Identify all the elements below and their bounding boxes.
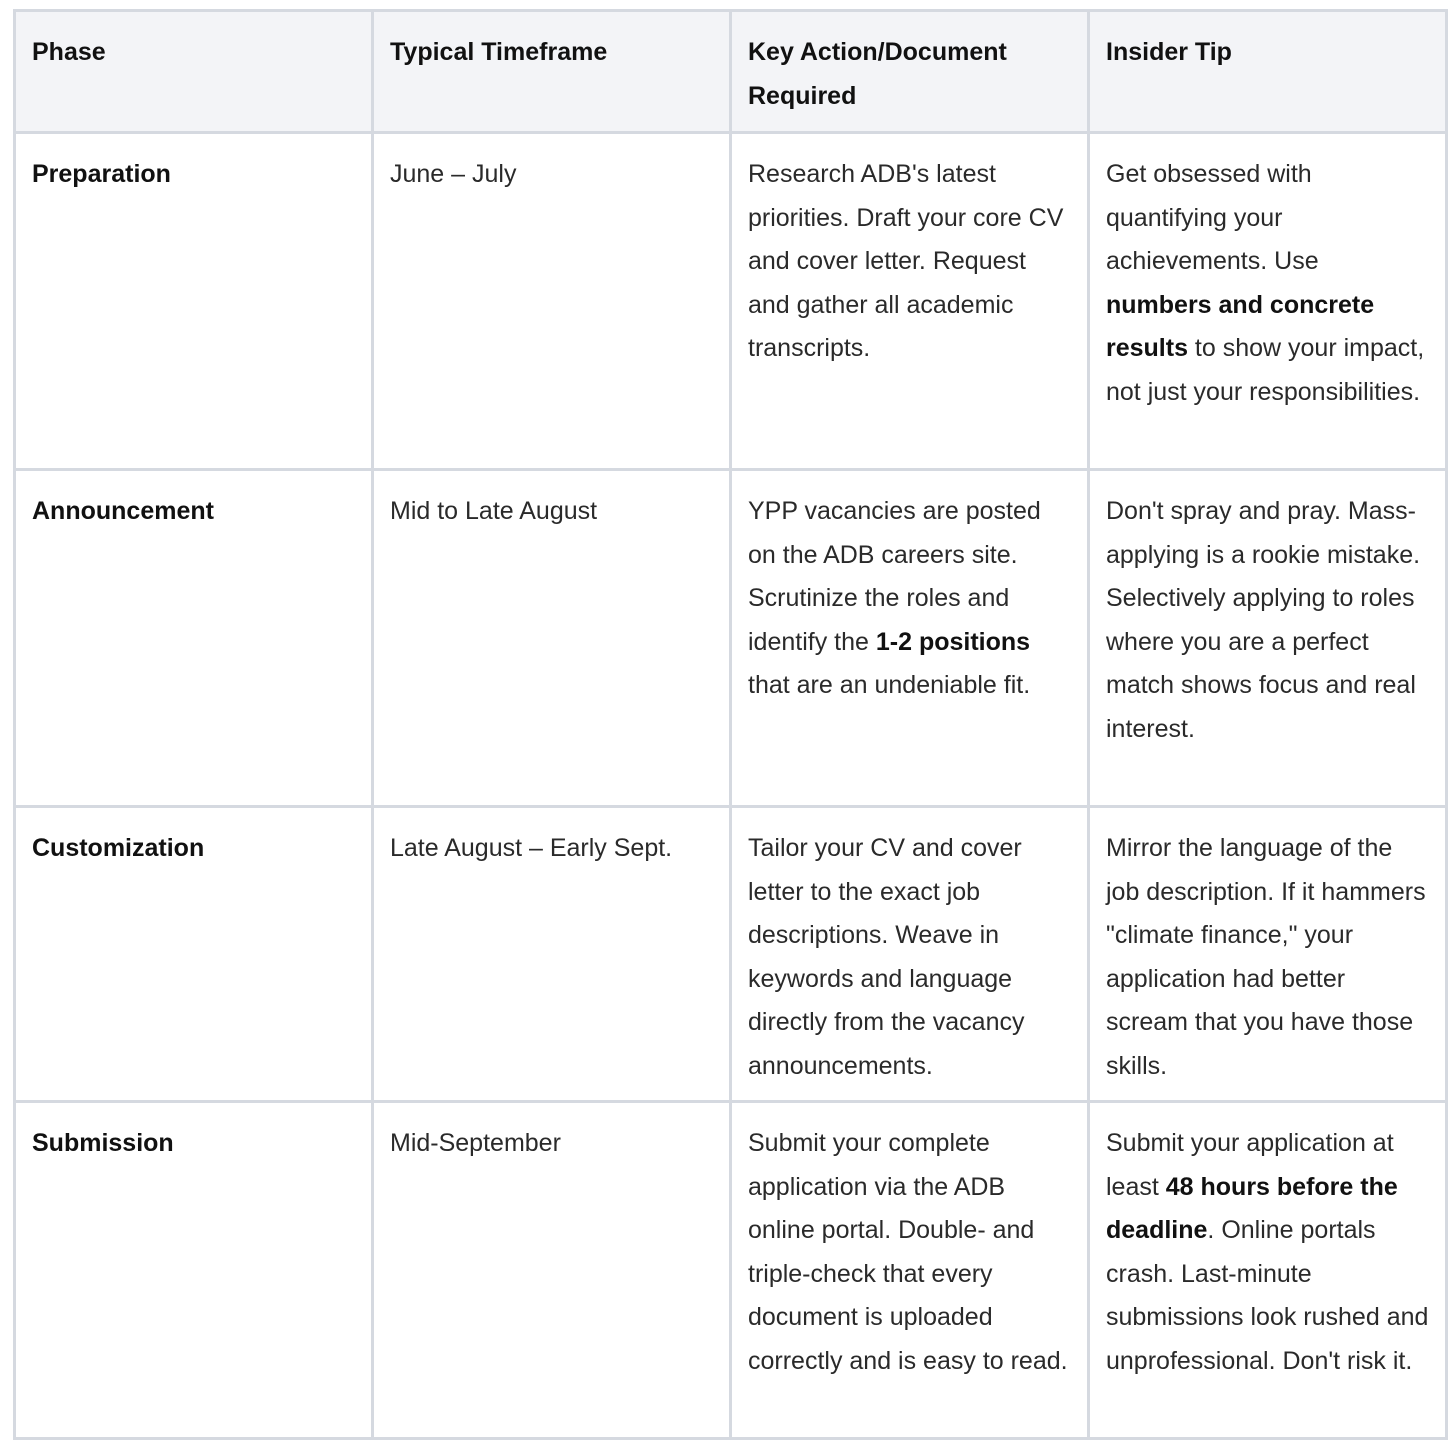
header-tip: Insider Tip bbox=[1089, 11, 1447, 133]
action-text: Tailor your CV and cover letter to the exact job descriptions. Weave in keywords and language directly from the vacancy announcements. bbox=[748, 834, 1025, 1080]
header-phase: Phase bbox=[15, 11, 373, 133]
application-timeline-table-wrapper bbox=[13, 9, 1448, 1440]
action-cell bbox=[731, 470, 1089, 807]
tip-text-before: Submit your application at least bbox=[1106, 1129, 1394, 1201]
tip-text-bold: numbers and concrete results bbox=[1106, 290, 1375, 362]
timeframe-cell: Late August – Early Sept. bbox=[373, 807, 731, 1102]
action-cell bbox=[731, 133, 1089, 470]
action-text: Research ADB's latest priorities. Draft your core CV and cover letter. Request and gather all academic transcripts. bbox=[748, 160, 1064, 362]
tip-text-before: Get obsessed with quantifying your achievements. Use bbox=[1106, 160, 1319, 275]
phase-cell: Submission bbox=[15, 1102, 373, 1439]
timeframe-cell: June – July bbox=[373, 133, 731, 470]
action-cell bbox=[731, 807, 1089, 1102]
tip-cell bbox=[1089, 1102, 1447, 1439]
tip-text: Don't spray and pray. Mass-applying is a rookie mistake. Selectively applying to roles where you are a perfect match shows focus and real interest. bbox=[1106, 497, 1421, 743]
action-text-bold: 1-2 positions bbox=[875, 627, 1031, 656]
tip-text: Mirror the language of the job description. If it hammers "climate finance," your application had better scream that you have those skills. bbox=[1106, 834, 1426, 1080]
tip-cell bbox=[1089, 807, 1447, 1102]
table-row bbox=[15, 1102, 1447, 1439]
phase-cell: Preparation bbox=[15, 133, 373, 470]
tip-text-after: to show your impact, not just your responsibilities. bbox=[1106, 334, 1425, 406]
timeframe-cell: Mid to Late August bbox=[373, 470, 731, 807]
action-cell bbox=[731, 1102, 1089, 1439]
header-row bbox=[15, 11, 1447, 133]
application-timeline-table bbox=[13, 9, 1448, 1440]
table-row bbox=[15, 807, 1447, 1102]
phase-cell: Customization bbox=[15, 807, 373, 1102]
tip-text-after: . Online portals crash. Last-minute submissions look rushed and unprofessional. Don't risk it. bbox=[1106, 1216, 1429, 1375]
header-action: Key Action/Document Required bbox=[731, 11, 1089, 133]
action-text-after: that are an undeniable fit. bbox=[748, 671, 1031, 699]
phase-cell: Announcement bbox=[15, 470, 373, 807]
action-text-before: YPP vacancies are posted on the ADB careers site. Scrutinize the roles and identify the bbox=[748, 497, 1041, 656]
tip-cell bbox=[1089, 133, 1447, 470]
tip-cell bbox=[1089, 470, 1447, 807]
table-row bbox=[15, 470, 1447, 807]
tip-text-bold: 48 hours before the deadline bbox=[1106, 1172, 1398, 1244]
table-row bbox=[15, 133, 1447, 470]
table-header bbox=[15, 11, 1447, 133]
timeframe-cell: Mid-September bbox=[373, 1102, 731, 1439]
header-timeframe: Typical Timeframe bbox=[373, 11, 731, 133]
table-body bbox=[15, 133, 1447, 1439]
action-text: Submit your complete application via the ADB online portal. Double- and triple-check that every document is uploaded correctly and is easy to read. bbox=[748, 1129, 1068, 1375]
